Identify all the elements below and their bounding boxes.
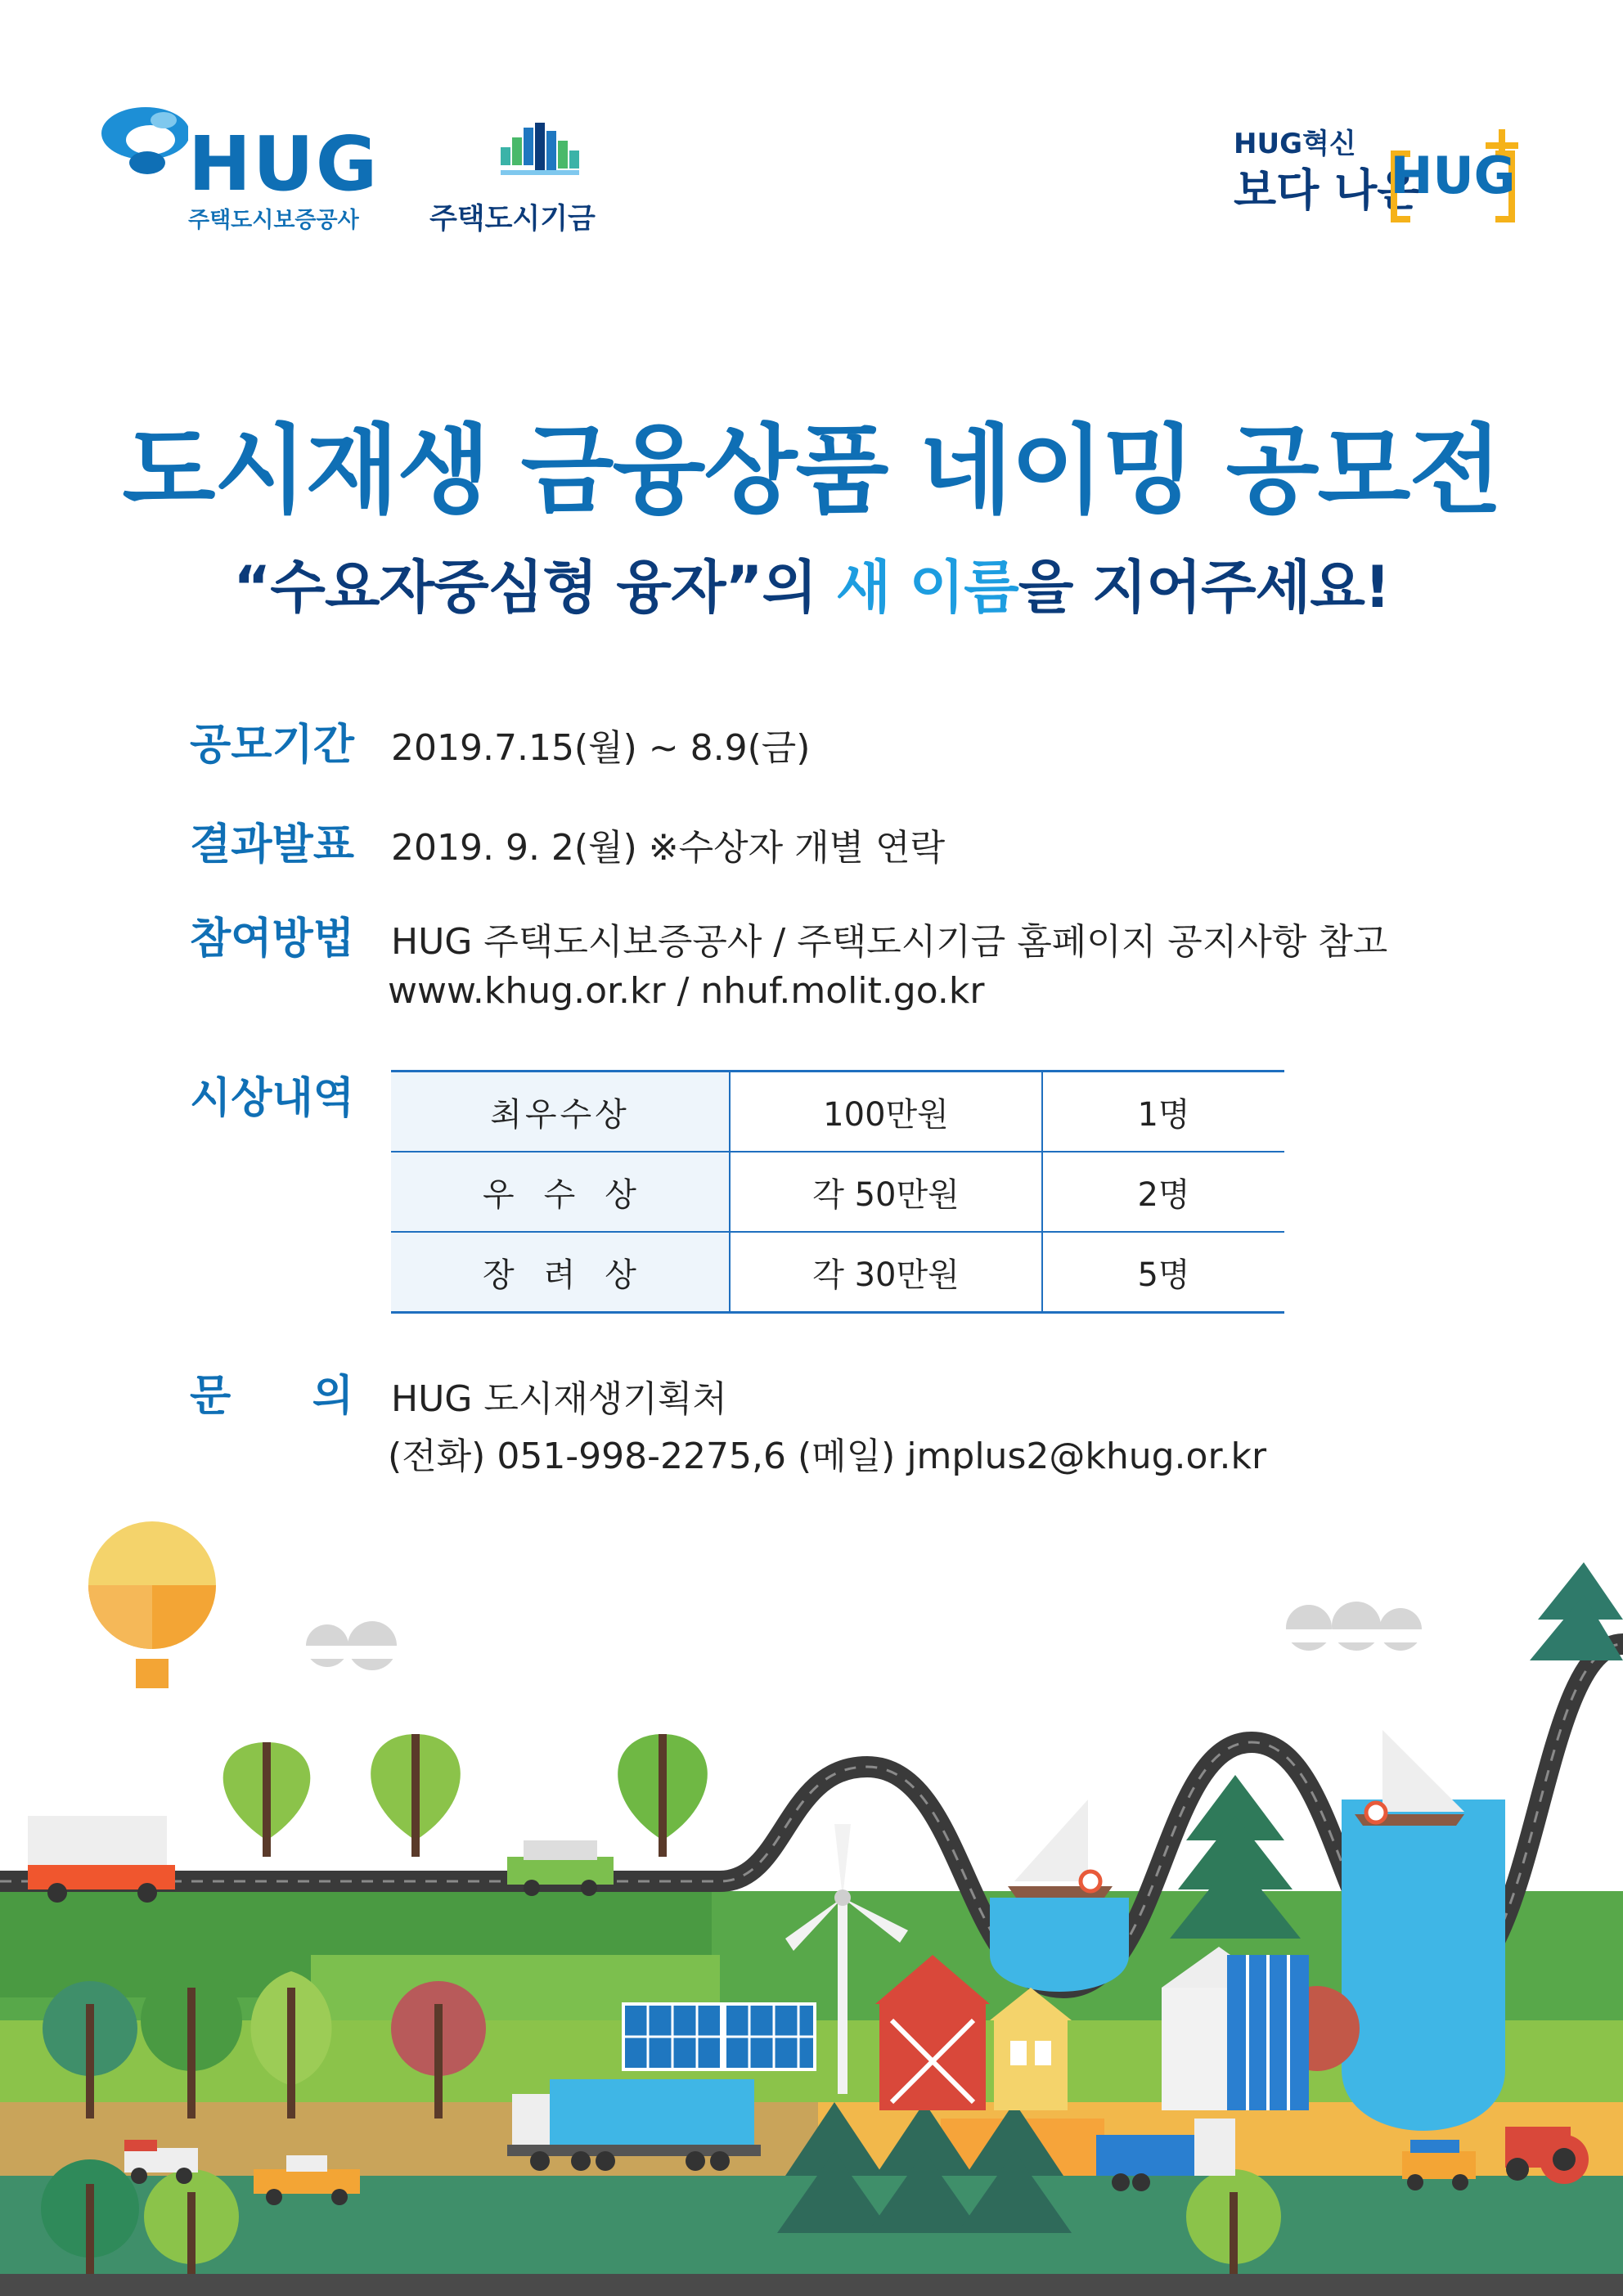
prize-name: 우수상 — [391, 1152, 730, 1232]
hug-innovation-logo — [1227, 106, 1554, 237]
innovation-hug-mark — [1387, 129, 1518, 231]
contact-detail: (전화) 051-998-2275,6 (메일) jmplus2@khug.or.kr — [388, 1436, 1267, 1477]
prize-count: 5명 — [1042, 1232, 1284, 1313]
prize-amount: 각 50만원 — [730, 1152, 1042, 1232]
page-title: 도시재생 금융상품 네이밍 공모전 — [122, 414, 1501, 527]
hug-logo-subtitle: 주택도시보증공사 — [188, 208, 359, 233]
prize-name: 최우수상 — [391, 1072, 730, 1152]
period-value: 2019.7.15(월) ~ 8.9(금) — [391, 727, 811, 769]
sailboat-icon — [1008, 1800, 1113, 1898]
method-label: 참여방법 — [190, 914, 354, 964]
hug-wordmark: HUG — [188, 120, 380, 208]
city-landscape-illustration — [0, 1497, 1623, 2296]
table-row — [391, 1232, 1284, 1313]
fund-logo-subtitle: 주택도시기금 — [429, 203, 596, 236]
method-urls: www.khug.or.kr / nhuf.molit.go.kr — [388, 970, 985, 1012]
contact-org: HUG 도시재생기획처 — [391, 1378, 727, 1420]
contact-label-a: 문 — [190, 1372, 232, 1421]
hot-air-balloon-icon — [88, 1521, 216, 1688]
subtitle-part2: 을 지어주세요! — [1018, 554, 1390, 621]
page-subtitle — [0, 541, 1623, 624]
table-row — [391, 1072, 1284, 1152]
cloud-icon — [1284, 1602, 1423, 1651]
innovation-mark-text: HUG — [1390, 146, 1516, 205]
innovation-line1: HUG혁신 — [1234, 128, 1356, 160]
hug-swirl-icon — [98, 102, 188, 184]
pine-tree-icon — [1530, 1562, 1623, 1660]
prize-amount: 각 30만원 — [730, 1232, 1042, 1313]
period-label: 공모기간 — [190, 721, 354, 770]
cloud-icon — [306, 1621, 398, 1670]
subtitle-part1: “수요자중심형 융자”의 — [233, 554, 836, 621]
solar-panel-icon — [623, 2004, 815, 2069]
innovation-line2: 보다 나은 — [1234, 164, 1420, 216]
prize-amount: 100만원 — [730, 1072, 1042, 1152]
contact-label-b: 의 — [312, 1372, 353, 1421]
hug-logo — [98, 102, 380, 233]
prizes-label: 시상내역 — [190, 1074, 354, 1123]
subtitle-highlight: 새 이름 — [835, 554, 1018, 621]
prize-count: 2명 — [1042, 1152, 1284, 1232]
table-row — [391, 1152, 1284, 1232]
announce-value: 2019. 9. 2(월) ※수상자 개별 연락 — [391, 827, 946, 869]
housing-fund-logo — [421, 115, 618, 237]
sailboat-icon — [1355, 1730, 1464, 1826]
tree-icon — [223, 1742, 311, 1857]
method-value: HUG 주택도시보증공사 / 주택도시기금 홈페이지 공지사항 참고 — [391, 921, 1388, 963]
fund-buildings-icon — [499, 123, 597, 196]
tree-icon — [618, 1734, 708, 1857]
prize-name: 장려상 — [391, 1232, 730, 1313]
contact-label — [190, 1361, 353, 1422]
prize-table — [391, 1070, 1284, 1314]
pine-tree-icon — [777, 2102, 1072, 2233]
announce-label: 결과발표 — [190, 820, 354, 869]
prize-count: 1명 — [1042, 1072, 1284, 1152]
tree-icon — [371, 1734, 461, 1857]
